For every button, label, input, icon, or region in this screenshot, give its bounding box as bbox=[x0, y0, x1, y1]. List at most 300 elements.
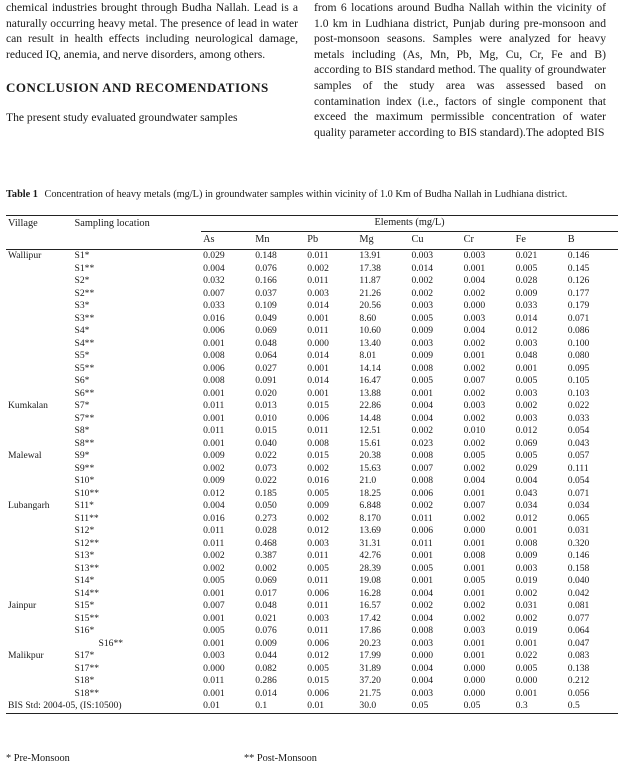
value-cell: 0.031 bbox=[567, 525, 590, 536]
value-cell: 0.003 bbox=[515, 412, 538, 424]
value-cell: 0.005 bbox=[515, 662, 538, 674]
village-cell bbox=[6, 638, 73, 651]
value-cell: 0.012 bbox=[515, 425, 538, 436]
village-cell bbox=[6, 313, 73, 326]
value-cell: 0.009 bbox=[411, 350, 434, 361]
value-cell: 0.009 bbox=[307, 500, 329, 511]
value-cell: 0.001 bbox=[203, 437, 225, 449]
value-cell: 0.010 bbox=[255, 412, 277, 424]
value-cell: 0.032 bbox=[203, 275, 225, 286]
value-cell: 8.170 bbox=[359, 512, 381, 524]
footnote-pre-monsoon: * Pre-Monsoon bbox=[6, 753, 70, 764]
value-cell: 17.86 bbox=[359, 625, 381, 636]
value-cell: 0.037 bbox=[255, 287, 277, 299]
value-cell: 0.022 bbox=[255, 475, 277, 486]
value-cell: 0.158 bbox=[567, 562, 590, 574]
value-cell: 16.47 bbox=[359, 375, 381, 386]
table-body bbox=[6, 250, 618, 714]
value-cell: 0.034 bbox=[567, 500, 590, 511]
location-cell: S14* bbox=[74, 575, 95, 586]
value-cell: 6.848 bbox=[359, 500, 381, 511]
value-cell: 0.023 bbox=[411, 437, 434, 449]
value-cell: 0.028 bbox=[515, 275, 538, 286]
value-cell: 0.011 bbox=[307, 625, 329, 636]
value-cell: 0.002 bbox=[307, 262, 329, 274]
value-cell: 0.069 bbox=[515, 437, 538, 449]
location-cell: S10* bbox=[74, 475, 95, 486]
value-cell: 19.08 bbox=[359, 575, 381, 586]
value-cell: 0.006 bbox=[307, 412, 329, 424]
value-cell: 0.008 bbox=[411, 475, 434, 486]
location-cell: S3* bbox=[74, 300, 90, 311]
location-cell: S7** bbox=[74, 412, 95, 424]
value-cell: 0.012 bbox=[515, 325, 538, 336]
value-cell: 0.031 bbox=[515, 600, 538, 611]
village-cell bbox=[6, 513, 73, 526]
value-cell: 0.033 bbox=[515, 300, 538, 311]
value-cell: 0.007 bbox=[463, 375, 486, 386]
value-cell: 0.021 bbox=[255, 612, 277, 624]
table-row bbox=[6, 325, 618, 338]
value-cell: 0.027 bbox=[255, 362, 277, 374]
table-caption-label: Table 1 bbox=[6, 189, 38, 200]
location-cell: S10** bbox=[74, 487, 100, 499]
value-cell: 0.014 bbox=[255, 687, 277, 699]
value-cell: 0.001 bbox=[307, 362, 329, 374]
location-cell: S1** bbox=[74, 262, 95, 274]
value-cell: 0.008 bbox=[411, 450, 434, 461]
value-cell: 0.095 bbox=[567, 362, 590, 374]
location-cell: S11* bbox=[74, 500, 94, 511]
location-cell: S7* bbox=[74, 400, 90, 411]
value-cell: 0.003 bbox=[411, 637, 434, 649]
value-cell: 0.006 bbox=[411, 525, 434, 536]
value-cell: 8.60 bbox=[359, 312, 377, 324]
value-cell: 0.001 bbox=[203, 387, 225, 399]
village-cell bbox=[6, 675, 73, 688]
location-cell: S8** bbox=[74, 437, 95, 449]
location-cell: S18** bbox=[74, 687, 100, 699]
body-text bbox=[6, 0, 619, 172]
value-cell: 0.002 bbox=[463, 412, 486, 424]
value-cell: 0.011 bbox=[307, 275, 329, 286]
value-cell: 0.009 bbox=[255, 637, 277, 649]
value-cell: 0.080 bbox=[567, 350, 590, 361]
table-row bbox=[6, 563, 618, 576]
value-cell: 0.111 bbox=[567, 462, 589, 474]
value-cell: 0.019 bbox=[515, 625, 538, 636]
location-cell: S17* bbox=[74, 650, 95, 661]
village-cell: Malewal bbox=[8, 450, 42, 461]
value-cell: 0.126 bbox=[567, 275, 590, 286]
heavy-metals-table bbox=[6, 215, 618, 714]
table-caption-text: Concentration of heavy metals (mg/L) in groundwater samples within vicinity of 1.0 Km of Budha Nallah in Ludhiana district. bbox=[44, 189, 568, 200]
value-cell: 0.017 bbox=[255, 587, 277, 599]
value-cell: 0.005 bbox=[411, 312, 434, 324]
village-cell bbox=[6, 363, 73, 376]
village-cell bbox=[6, 475, 73, 488]
value-cell: 0.138 bbox=[567, 662, 590, 674]
value-cell: 0.109 bbox=[255, 300, 277, 311]
value-cell: 0.001 bbox=[411, 550, 434, 561]
value-cell: 0.011 bbox=[203, 525, 225, 536]
value-cell: 0.022 bbox=[567, 400, 590, 411]
value-cell: 0.012 bbox=[307, 525, 329, 536]
bis-value-cell: 0.05 bbox=[462, 700, 514, 713]
value-cell: 0.076 bbox=[255, 625, 277, 636]
value-cell: 0.013 bbox=[255, 400, 277, 411]
value-cell: 0.003 bbox=[515, 387, 538, 399]
value-cell: 0.007 bbox=[411, 462, 434, 474]
value-cell: 0.002 bbox=[463, 612, 486, 624]
location-cell: S6* bbox=[74, 375, 90, 386]
table-row bbox=[6, 250, 618, 263]
value-cell: 0.185 bbox=[255, 487, 277, 499]
value-cell: 0.014 bbox=[307, 350, 329, 361]
value-cell: 0.077 bbox=[567, 612, 590, 624]
village-cell bbox=[6, 663, 73, 676]
element-header: Fe bbox=[514, 232, 566, 250]
table-row bbox=[6, 625, 618, 638]
value-cell: 0.014 bbox=[307, 300, 329, 311]
bis-value-cell: 0.5 bbox=[566, 700, 618, 713]
value-cell: 0.064 bbox=[255, 350, 277, 361]
table-row bbox=[6, 375, 618, 388]
value-cell: 0.001 bbox=[463, 350, 486, 361]
value-cell: 0.014 bbox=[307, 375, 329, 386]
value-cell: 0.004 bbox=[411, 612, 434, 624]
value-cell: 0.009 bbox=[411, 325, 434, 336]
bis-value-cell: 30.0 bbox=[357, 700, 409, 713]
location-cell: S17** bbox=[74, 662, 100, 674]
value-cell: 0.179 bbox=[567, 300, 590, 311]
location-cell: S5** bbox=[74, 362, 95, 374]
location-cell: S12* bbox=[74, 525, 95, 536]
village-cell bbox=[6, 300, 73, 313]
value-cell: 0.081 bbox=[567, 600, 590, 611]
value-cell: 0.034 bbox=[515, 500, 538, 511]
value-cell: 0.005 bbox=[307, 662, 329, 674]
village-cell bbox=[6, 625, 73, 638]
value-cell: 0.008 bbox=[307, 437, 329, 449]
table-row bbox=[6, 275, 618, 288]
value-cell: 0.001 bbox=[307, 312, 329, 324]
value-cell: 0.044 bbox=[255, 650, 277, 661]
value-cell: 0.001 bbox=[515, 637, 538, 649]
value-cell: 0.020 bbox=[255, 387, 277, 399]
value-cell: 0.002 bbox=[203, 562, 225, 574]
location-cell: S8* bbox=[74, 425, 90, 436]
value-cell: 17.42 bbox=[359, 612, 381, 624]
value-cell: 0.012 bbox=[307, 650, 329, 661]
element-header-row bbox=[6, 232, 618, 250]
value-cell: 0.043 bbox=[515, 487, 538, 499]
value-cell: 0.056 bbox=[567, 687, 590, 699]
value-cell: 0.069 bbox=[255, 325, 277, 336]
value-cell: 0.003 bbox=[203, 650, 225, 661]
value-cell: 0.011 bbox=[203, 537, 225, 549]
section-heading: CONCLUSION AND RECOMENDATIONS bbox=[6, 80, 269, 96]
value-cell: 0.004 bbox=[203, 262, 225, 274]
table-row bbox=[6, 663, 618, 676]
value-cell: 0.005 bbox=[515, 450, 538, 461]
value-cell: 0.000 bbox=[463, 662, 486, 674]
value-cell: 20.56 bbox=[359, 300, 381, 311]
value-cell: 0.009 bbox=[203, 450, 225, 461]
value-cell: 0.015 bbox=[307, 450, 329, 461]
col-location-header: Sampling location bbox=[73, 216, 202, 232]
value-cell: 0.048 bbox=[255, 600, 277, 611]
value-cell: 31.89 bbox=[359, 662, 381, 674]
location-cell: S15** bbox=[74, 612, 100, 624]
element-header: Pb bbox=[305, 232, 357, 250]
value-cell: 0.003 bbox=[411, 337, 434, 349]
value-cell: 13.69 bbox=[359, 525, 381, 536]
value-cell: 0.006 bbox=[307, 687, 329, 699]
table-row bbox=[6, 413, 618, 426]
value-cell: 0.011 bbox=[307, 575, 329, 586]
table-row bbox=[6, 363, 618, 376]
village-cell bbox=[6, 688, 73, 701]
value-cell: 11.87 bbox=[359, 275, 381, 286]
value-cell: 0.004 bbox=[411, 662, 434, 674]
village-cell bbox=[6, 538, 73, 551]
right-paragraph: from 6 locations around Budha Nallah within the vicinity of 1.0 km in Ludhiana district, Punjab during pre-monsoon and post-monsoon seasons. Samples were analyzed for heavy metals including (As, Mn, Pb, Mg, Cu, Cr, Fe and B) according to BIS standard method. The quality of groundwater samples of the study area was assessed based on contamination index (i.e., factors of single component that exceed the maximum permissible concentration of water quality parameter according to BIS standard).The adopted BIS bbox=[314, 1, 606, 139]
village-cell bbox=[6, 588, 73, 601]
value-cell: 0.006 bbox=[307, 587, 329, 599]
element-header: Cu bbox=[409, 232, 461, 250]
value-cell: 0.003 bbox=[307, 287, 329, 299]
value-cell: 0.003 bbox=[463, 250, 486, 261]
value-cell: 12.51 bbox=[359, 425, 381, 436]
table-row bbox=[6, 550, 618, 563]
village-cell bbox=[6, 288, 73, 301]
value-cell: 0.003 bbox=[411, 250, 434, 261]
value-cell: 0.212 bbox=[567, 675, 590, 686]
value-cell: 0.007 bbox=[203, 600, 225, 611]
village-cell bbox=[6, 525, 73, 538]
village-cell: Malikpur bbox=[8, 650, 44, 661]
value-cell: 31.31 bbox=[359, 537, 381, 549]
village-cell: Jainpur bbox=[8, 600, 37, 611]
value-cell: 0.387 bbox=[255, 550, 277, 561]
village-cell bbox=[6, 275, 73, 288]
value-cell: 0.001 bbox=[203, 612, 225, 624]
value-cell: 0.008 bbox=[463, 550, 486, 561]
value-cell: 0.073 bbox=[255, 462, 277, 474]
footnote-post-monsoon: ** Post-Monsoon bbox=[244, 753, 317, 764]
bis-value-cell: 0.3 bbox=[514, 700, 566, 713]
village-cell: Kumkalan bbox=[8, 400, 48, 411]
value-cell: 0.005 bbox=[463, 575, 486, 586]
table-row bbox=[6, 488, 618, 501]
value-cell: 0.004 bbox=[411, 412, 434, 424]
value-cell: 0.014 bbox=[515, 312, 538, 324]
value-cell: 0.006 bbox=[203, 325, 225, 336]
table-row bbox=[6, 613, 618, 626]
value-cell: 0.001 bbox=[203, 412, 225, 424]
value-cell: 0.022 bbox=[255, 450, 277, 461]
value-cell: 0.071 bbox=[567, 312, 590, 324]
col-elements-header: Elements (mg/L) bbox=[201, 216, 618, 232]
value-cell: 0.071 bbox=[567, 487, 590, 499]
value-cell: 0.000 bbox=[463, 675, 486, 686]
value-cell: 0.028 bbox=[255, 525, 277, 536]
value-cell: 0.166 bbox=[255, 275, 277, 286]
value-cell: 0.004 bbox=[411, 675, 434, 686]
value-cell: 0.000 bbox=[411, 650, 434, 661]
value-cell: 0.033 bbox=[567, 412, 590, 424]
value-cell: 0.000 bbox=[515, 675, 538, 686]
value-cell: 0.015 bbox=[307, 400, 329, 411]
value-cell: 0.002 bbox=[463, 462, 486, 474]
value-cell: 0.012 bbox=[203, 487, 225, 499]
value-cell: 0.002 bbox=[515, 400, 538, 411]
value-cell: 13.40 bbox=[359, 337, 381, 349]
table-row bbox=[6, 388, 618, 401]
element-header: Mn bbox=[253, 232, 305, 250]
table-header-row bbox=[6, 216, 618, 232]
value-cell: 0.009 bbox=[203, 475, 225, 486]
table-row bbox=[6, 475, 618, 488]
value-cell: 0.047 bbox=[567, 637, 590, 649]
location-cell: S2** bbox=[74, 287, 95, 299]
value-cell: 0.001 bbox=[515, 525, 538, 536]
village-cell bbox=[6, 425, 73, 438]
table-row bbox=[6, 513, 618, 526]
value-cell: 42.76 bbox=[359, 550, 381, 561]
table-row bbox=[6, 600, 618, 613]
value-cell: 15.61 bbox=[359, 437, 381, 449]
value-cell: 0.003 bbox=[463, 400, 486, 411]
value-cell: 0.003 bbox=[307, 537, 329, 549]
value-cell: 0.048 bbox=[255, 337, 277, 349]
value-cell: 0.001 bbox=[307, 387, 329, 399]
value-cell: 0.002 bbox=[515, 587, 538, 599]
value-cell: 0.001 bbox=[203, 337, 225, 349]
table-row bbox=[6, 500, 618, 513]
table-row bbox=[6, 538, 618, 551]
table-row bbox=[6, 438, 618, 451]
value-cell: 0.002 bbox=[463, 512, 486, 524]
value-cell: 21.26 bbox=[359, 287, 381, 299]
value-cell: 0.002 bbox=[463, 437, 486, 449]
location-cell: S12** bbox=[74, 537, 100, 549]
value-cell: 0.011 bbox=[203, 425, 225, 436]
table-row bbox=[6, 350, 618, 363]
table-row bbox=[6, 450, 618, 463]
value-cell: 37.20 bbox=[359, 675, 381, 686]
village-cell bbox=[6, 375, 73, 388]
value-cell: 0.002 bbox=[203, 462, 225, 474]
left-column bbox=[6, 0, 298, 126]
location-cell: S11** bbox=[74, 512, 99, 524]
value-cell: 0.000 bbox=[463, 525, 486, 536]
value-cell: 0.001 bbox=[203, 587, 225, 599]
value-cell: 0.008 bbox=[203, 375, 225, 386]
value-cell: 0.000 bbox=[463, 687, 486, 699]
value-cell: 0.011 bbox=[307, 550, 329, 561]
value-cell: 28.39 bbox=[359, 562, 381, 574]
village-cell: Wallipur bbox=[8, 250, 42, 261]
village-cell bbox=[6, 563, 73, 576]
location-cell: S16* bbox=[74, 625, 95, 636]
value-cell: 0.004 bbox=[515, 475, 538, 486]
value-cell: 0.001 bbox=[515, 362, 538, 374]
location-cell: S18* bbox=[74, 675, 95, 686]
value-cell: 0.011 bbox=[307, 425, 329, 436]
value-cell: 0.069 bbox=[255, 575, 277, 586]
value-cell: 0.001 bbox=[463, 587, 486, 599]
village-cell bbox=[6, 325, 73, 338]
value-cell: 0.011 bbox=[307, 325, 329, 336]
location-cell: S15* bbox=[74, 600, 95, 611]
value-cell: 0.015 bbox=[307, 675, 329, 686]
value-cell: 0.016 bbox=[203, 312, 225, 324]
value-cell: 0.019 bbox=[515, 575, 538, 586]
value-cell: 0.003 bbox=[515, 562, 538, 574]
value-cell: 0.005 bbox=[463, 450, 486, 461]
value-cell: 0.006 bbox=[307, 637, 329, 649]
value-cell: 0.004 bbox=[411, 400, 434, 411]
value-cell: 0.022 bbox=[515, 650, 538, 661]
value-cell: 0.040 bbox=[255, 437, 277, 449]
value-cell: 0.001 bbox=[463, 262, 486, 274]
table-row bbox=[6, 575, 618, 588]
value-cell: 0.003 bbox=[411, 687, 434, 699]
value-cell: 14.14 bbox=[359, 362, 381, 374]
value-cell: 0.002 bbox=[411, 600, 434, 611]
value-cell: 0.002 bbox=[307, 462, 329, 474]
value-cell: 0.006 bbox=[203, 362, 225, 374]
table-row bbox=[6, 675, 618, 688]
value-cell: 0.005 bbox=[515, 375, 538, 386]
value-cell: 0.015 bbox=[255, 425, 277, 436]
value-cell: 0.016 bbox=[203, 512, 225, 524]
location-cell: S5* bbox=[74, 350, 90, 361]
value-cell: 0.273 bbox=[255, 512, 277, 524]
value-cell: 0.007 bbox=[203, 287, 225, 299]
value-cell: 10.60 bbox=[359, 325, 381, 336]
location-cell: S6** bbox=[74, 387, 95, 399]
value-cell: 0.033 bbox=[203, 300, 225, 311]
value-cell: 0.029 bbox=[203, 250, 225, 261]
value-cell: 0.012 bbox=[515, 512, 538, 524]
table-row bbox=[6, 425, 618, 438]
village-cell bbox=[6, 338, 73, 351]
value-cell: 0.005 bbox=[515, 262, 538, 274]
value-cell: 0.177 bbox=[567, 287, 590, 299]
value-cell: 17.99 bbox=[359, 650, 381, 661]
value-cell: 0.009 bbox=[515, 287, 538, 299]
value-cell: 0.002 bbox=[515, 612, 538, 624]
value-cell: 21.0 bbox=[359, 475, 377, 486]
value-cell: 14.48 bbox=[359, 412, 381, 424]
value-cell: 0.146 bbox=[567, 550, 590, 561]
location-cell: S4* bbox=[74, 325, 90, 336]
value-cell: 0.011 bbox=[307, 250, 329, 261]
bis-standard-label: BIS Std: 2004-05, (IS:10500) bbox=[6, 700, 201, 713]
value-cell: 0.105 bbox=[567, 375, 590, 386]
value-cell: 0.001 bbox=[463, 537, 486, 549]
village-cell bbox=[6, 438, 73, 451]
value-cell: 0.002 bbox=[411, 287, 434, 299]
value-cell: 0.002 bbox=[411, 500, 434, 511]
value-cell: 0.001 bbox=[203, 637, 225, 649]
table-row bbox=[6, 300, 618, 313]
value-cell: 0.076 bbox=[255, 262, 277, 274]
value-cell: 0.320 bbox=[567, 537, 590, 549]
